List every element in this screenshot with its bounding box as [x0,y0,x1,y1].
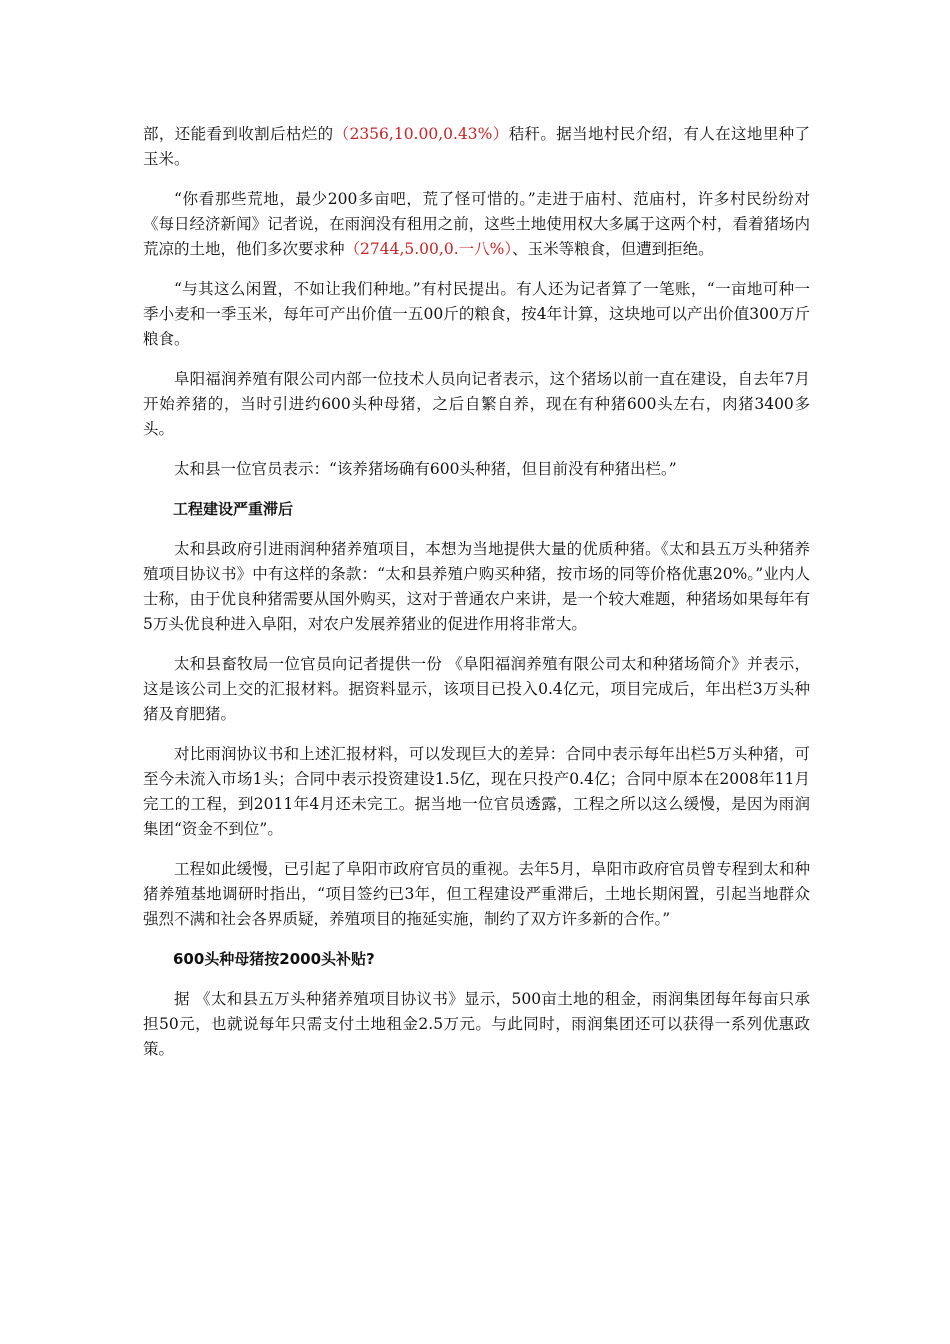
paragraph: 太和县畜牧局一位官员向记者提供一份 《阜阳福润养殖有限公司太和种猪场简介》并表示，这是该公司上交的汇报材料。据资料显示，该项目已投入0.4亿元，项目完成后，年出栏3万头种猪及育肥猪。 [143,655,810,723]
paragraph: 阜阳福润养殖有限公司内部一位技术人员向记者表示，这个猪场以前一直在建设，自去年7月开始养猪的，当时引进约600头种母猪，之后自繁自养，现在有种猪600头左右，肉猪3400多头。 [143,370,810,438]
paragraph: 工程如此缓慢，已引起了阜阳市政府官员的重视。去年5月，阜阳市政府官员曾专程到太和种猪养殖基地调研时指出，“项目签约已3年，但工程建设严重滞后，土地长期闲置，引起当地群众强烈不满和社会各界质疑，养殖项目的拖延实施，制约了双方许多新的合作。” [143,860,810,928]
paragraph: “与其这么闲置，不如让我们种地。”有村民提出。有人还为记者算了一笔账，“一亩地可种一季小麦和一季玉米，每年可产出价值一五00斤的粮食，按4年计算，这块地可以产出价值300万斤粮食。 [143,280,810,348]
stock-quote: （2744,5.00,0.一八%） [344,240,513,258]
section-heading: 工程建设严重滞后 [173,500,294,518]
section-heading: 600头种母猪按2000头补贴? [173,950,375,968]
paragraph: 太和县一位官员表示：“该养猪场确有600头种猪，但目前没有种猪出栏。” [174,460,677,478]
paragraph: 对比雨润协议书和上述汇报材料，可以发现巨大的差异：合同中表示每年出栏5万头种猪，可至今未流入市场1头；合同中表示投资建设1.5亿，现在只投产0.4亿；合同中原本在2008年11月完工的工程，到2011年4月还未完工。据当地一位官员透露，工程之所以这么缓慢，是因为雨润集团“资金不到位”。 [143,745,810,838]
paragraph: 部，还能看到收割后枯烂的（2356,10.00,0.43%）秸秆。据当地村民介绍，有人在这地里种了玉米。 [143,125,810,168]
stock-quote: （2356,10.00,0.43%） [333,125,509,143]
paragraph: “你看那些荒地，最少200多亩吧，荒了怪可惜的。”走进于庙村、范庙村，许多村民纷纷对《每日经济新闻》记者说，在雨润没有租用之前，这些土地使用权大多属于这两个村，看着猪场内荒凉的土地，他们多次要求种（2744,5.00,0.一八%）、玉米等粮食，但遭到拒绝。 [143,190,810,258]
paragraph: 太和县政府引进雨润种猪养殖项目，本想为当地提供大量的优质种猪。《太和县五万头种猪养殖项目协议书》中有这样的条款：“太和县养殖户购买种猪，按市场的同等价格优惠20%。”业内人士称，由于优良种猪需要从国外购买，这对于普通农户来讲，是一个较大难题，种猪场如果每年有5万头优良种进入阜阳，对农户发展养猪业的促进作用将非常大。 [143,540,810,633]
paragraph: 据 《太和县五万头种猪养殖项目协议书》显示，500亩土地的租金，雨润集团每年每亩只承担50元，也就说每年只需支付土地租金2.5万元。与此同时，雨润集团还可以获得一系列优惠政策。 [143,990,810,1058]
